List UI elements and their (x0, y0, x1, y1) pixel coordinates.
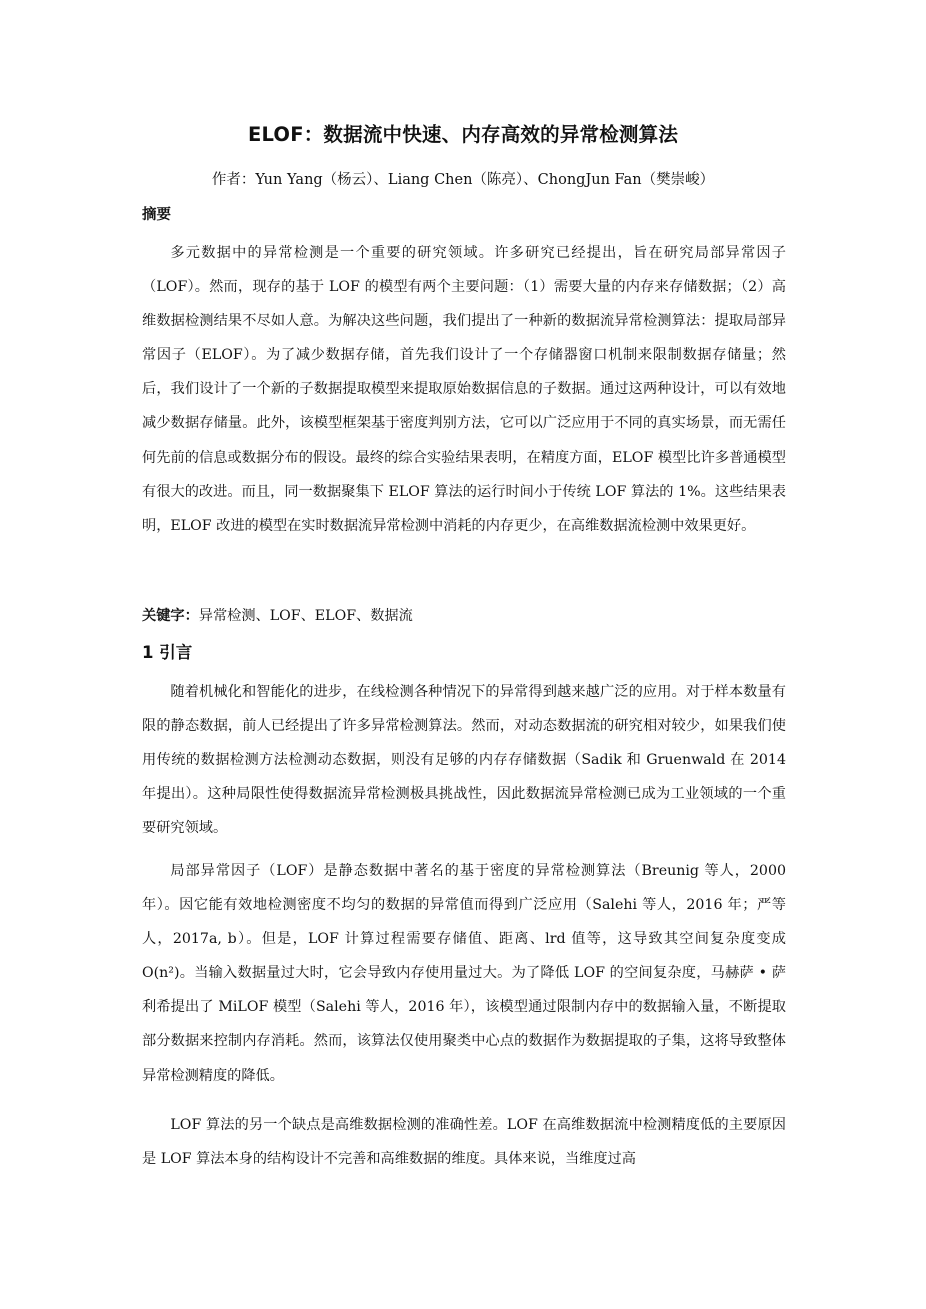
keywords-label: 关键字： (142, 608, 199, 624)
abstract-text: 多元数据中的异常检测是一个重要的研究领域。许多研究已经提出，旨在研究局部异常因子（LOF）。然而，现存的基于 LOF 的模型有两个主要问题：（1）需要大量的内存来存储数据；（2）高维数据检测结果不尽如人意。为解决这些问题，我们提出了一种新的数据流异常检测算法：提取局部异常因子（ELOF）。为了减少数据存储，首先我们设计了一个存储器窗口机制来限制数据存储量；然后，我们设计了一个新的子数据提取模型来提取原始数据信息的子数据。通过这两种设计，可以有效地减少数据存储量。此外，该模型框架基于密度判别方法，它可以广泛应用于不同的真实场景，而无需任何先前的信息或数据分布的假设。最终的综合实验结果表明，在精度方面，ELOF 模型比许多普通模型有很大的改进。而且，同一数据聚集下 ELOF 算法的运行时间小于传统 LOF 算法的 1%。这些结果表明，ELOF 改进的模型在实时数据流异常检测中消耗的内存更少，在高维数据流检测中效果更好。 (142, 245, 786, 534)
keywords-text: 异常检测、LOF、ELOF、数据流 (198, 608, 413, 624)
author-line: 作者：Yun Yang（杨云）、Liang Chen（陈亮）、ChongJun Fan（樊崇峻） (211, 172, 715, 188)
section-heading-introduction: 1 引言 (142, 643, 193, 662)
paper-title: ELOF：数据流中快速、内存高效的异常检测算法 (247, 123, 679, 146)
intro-paragraph-2: 局部异常因子（LOF）是静态数据中著名的基于密度的异常检测算法（Breunig 等人，2000 年）。因它能有效地检测密度不均匀的数据的异常值而得到广泛应用（Salehi 等人，2016 年；严等人，2017a, b）。但是，LOF 计算过程需要存储值、距离、lrd 值等，这导致其空间复杂度变成 O(n²)。当输入数据量过大时，它会导致内存使用量过大。为了降低 LOF 的空间复杂度，马赫萨 • 萨利希提出了 MiLOF 模型（Salehi 等人，2016 年），该模型通过限制内存中的数据输入量，不断提取部分数据来控制内存消耗。然而，该算法仅使用聚类中心点的数据作为数据提取的子集，这将导致整体异常检测精度的降低。 (142, 863, 786, 1084)
keywords-line (142, 604, 786, 628)
abstract-heading: 摘要 (142, 207, 171, 223)
intro-paragraph-3: LOF 算法的另一个缺点是高维数据检测的准确性差。LOF 在高维数据流中检测精度低的主要原因是 LOF 算法本身的结构设计不完善和高维数据的维度。具体来说，当维度过高 (142, 1117, 786, 1168)
intro-paragraph-1: 随着机械化和智能化的进步，在线检测各种情况下的异常得到越来越广泛的应用。对于样本数量有限的静态数据，前人已经提出了许多异常检测算法。然而，对动态数据流的研究相对较少，如果我们使用传统的数据检测方法检测动态数据，则没有足够的内存存储数据（Sadik 和 Gruenwald 在 2014 年提出）。这种局限性使得数据流异常检测极具挑战性，因此数据流异常检测已成为工业领域的一个重要研究领域。 (142, 684, 786, 837)
